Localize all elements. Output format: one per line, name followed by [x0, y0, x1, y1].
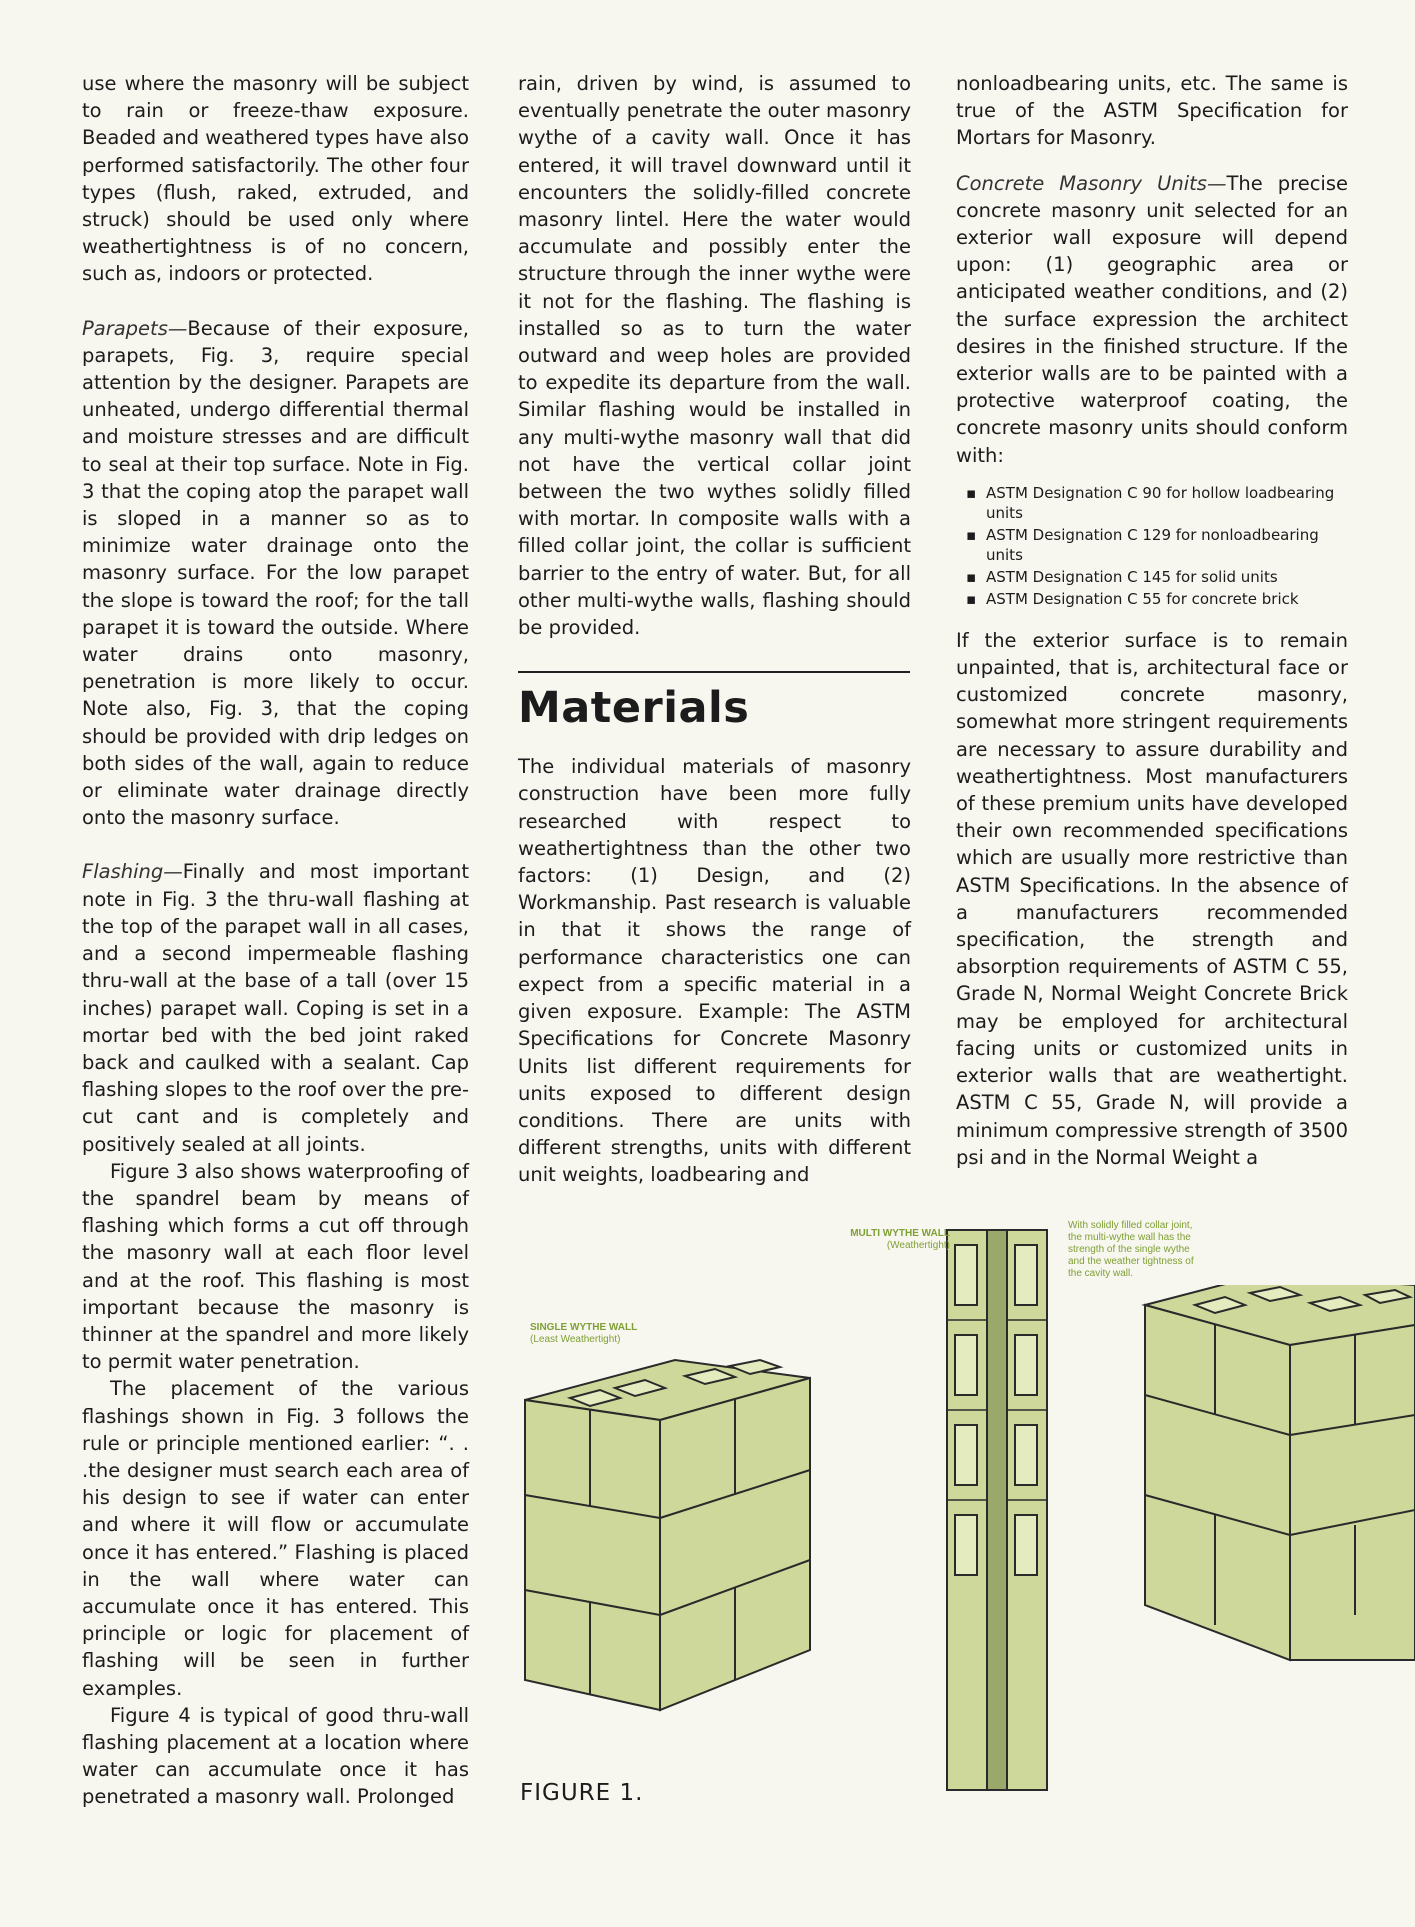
runin-cmu: Concrete Masonry Units—	[956, 171, 1227, 195]
flashing-text: Finally and most important note in Fig. 3 the thru-wall flashing at the top of the parapet wall in all cases, and a second impermeable flashing thru-wall at the base of a tall (over 15 inches) parapet wall. Coping is set in a mortar bed with the bed joint raked back and caulked with a sealant. Cap flashing slopes to the roof over the pre-cut cant and is completely and positively sealed at all joints.	[82, 860, 469, 1156]
list-item: ▪ ASTM Designation C 90 for hollow loadbearing units	[966, 483, 1335, 522]
bullet-icon: ▪	[966, 483, 977, 502]
runin-parapets: Parapets—	[82, 316, 188, 340]
astm-list	[956, 483, 1348, 609]
paragraph-parapets	[82, 315, 469, 832]
multi-wythe-label: MULTI WYTHE WALL (Weathertight)	[850, 1228, 950, 1251]
list-item: ▪ ASTM Designation C 145 for solid units	[966, 567, 1278, 586]
figure-caption: FIGURE 1.	[520, 1780, 644, 1806]
text-column-1	[82, 70, 469, 1811]
paragraph-placement: The placement of the various flashings shown in Fig. 3 follows the rule or principle mentioned earlier: “. . .the designer must search each area of his design to see if water can enter and where it will flow or accumulate once it has entered.” Flashing is placed in the wall where water can accumulate once it has entered. This principle or logic for placement of flashing will be seen in further examples.	[82, 1377, 469, 1700]
paragraph-joints: use where the masonry will be subject to rain or freeze-thaw exposure. Beaded and weathered types have also performed satisfactorily. The other four types (flush, raked, extruded, and struck) should be used only where weathertightness is of no concern, such as, indoors or protected.	[82, 72, 469, 286]
bullet-icon: ▪	[966, 567, 977, 586]
paragraph-figure4: Figure 4 is typical of good thru-wall flashing placement at a location where water can accumulate once it has penetrated a masonry wall. Prolonged	[82, 1703, 469, 1809]
paragraph-materials: The individual materials of masonry construction have been more fully researched with respect to weathertightness than the other two factors: (1) Design, and (2) Workmanship. Past research is valuable in that it shows the range of performance characteristics one can expect from a specific material in a given exposure. Example: The ASTM Specifications for Concrete Masonry Units list different requirements for units exposed to different design conditions. There are units with different strengths, units with different unit weights, loadbearing and	[518, 755, 911, 1187]
collar-joint-callout: With solidly filled collar joint, the multi-wythe wall has the strength of the single wythe and the weather tightness of the cavity wall.	[1068, 1220, 1194, 1279]
single-wythe-wall-illustration	[520, 1350, 820, 1720]
paragraph-cmu	[956, 170, 1348, 469]
cmu-text: The precise concrete masonry unit selected for an exterior wall exposure will depend upon: (1) geographic area or anticipated weather conditions, and (2) the surface expression the architect desires in the finished structure. If the exterior walls are to be painted with a protective waterproof coating, the concrete masonry units should conform with:	[956, 171, 1348, 467]
paragraph-flashing	[82, 858, 469, 1157]
parapets-text: Because of their exposure, parapets, Fig. 3, require special attention by the designer. Parapets are unheated, undergo differential thermal and moisture stresses and are difficult to seal at their top surface. Note in Fig. 3 that the coping atop the parapet wall is sloped in a manner so as to minimize water drainage onto the masonry surface. For the low parapet the slope is toward the roof; for the tall parapet it is toward the outside. Where water drains onto masonry, penetration is more likely to occur. Note also, Fig. 3, that the coping should be provided with drip ledges on both sides of the wall, again to reduce or eliminate water drainage directly onto the masonry surface.	[82, 316, 469, 830]
bullet-icon: ▪	[966, 525, 977, 544]
bullet-icon: ▪	[966, 589, 977, 608]
list-item: ▪ ASTM Designation C 55 for concrete brick	[966, 589, 1299, 608]
multi-wythe-wall-illustration	[1140, 1285, 1415, 1665]
text-column-2	[518, 70, 911, 1189]
multi-wythe-wall-section	[945, 1225, 1055, 1795]
paragraph-unpainted: If the exterior surface is to remain unpainted, that is, architectural face or customized concrete masonry, somewhat more stringent requirements are necessary to assure durability and weathertightness. Most manufacturers of these premium units have developed their own recommended specifications which are usually more restrictive than ASTM Specifications. In the absence of a manufacturers recommended specification, the strength and absorption requirements of ASTM C 55, Grade N, Normal Weight Concrete Brick may be employed for architectural facing units or customized units in exterior walls that are weathertight. ASTM C 55, Grade N, will provide a minimum compressive strength of 3500 psi and in the Normal Weight a	[956, 628, 1348, 1169]
runin-flashing: Flashing—	[82, 860, 183, 884]
section-rule	[518, 671, 910, 673]
paragraph-cavity-wall: rain, driven by wind, is assumed to eventually penetrate the outer masonry wythe of a cavity wall. Once it has entered, it will travel downward until it encounters the solidly-filled concrete masonry lintel. Here the water would accumulate and possibly enter the structure through the inner wythe were it not for the flashing. The flashing is installed so as to turn the water outward and weep holes are provided to expedite its departure from the wall. Similar flashing would be installed in any multi-wythe masonry wall that did not have the vertical collar joint between the two wythes solidly filled with mortar. In composite walls with a filled collar joint, the collar is sufficient barrier to the entry of water. But, for all other multi-wythe walls, flashing should be provided.	[518, 72, 911, 640]
list-item: ▪ ASTM Designation C 129 for nonloadbearing units	[966, 525, 1319, 564]
paragraph-mortars: nonloadbearing units, etc. The same is true of the ASTM Specification for Mortars for Masonry.	[956, 72, 1348, 150]
section-heading-materials: Materials	[518, 683, 750, 734]
text-column-3	[956, 70, 1348, 1171]
paragraph-figure3: Figure 3 also shows waterproofing of the spandrel beam by means of flashing which forms a cut off through the masonry wall at each floor level and at the roof. This flashing is most important because the masonry is thinner at the spandrel and more likely to permit water penetration.	[82, 1159, 469, 1374]
single-wythe-label: SINGLE WYTHE WALL (Least Weathertight)	[530, 1322, 638, 1345]
